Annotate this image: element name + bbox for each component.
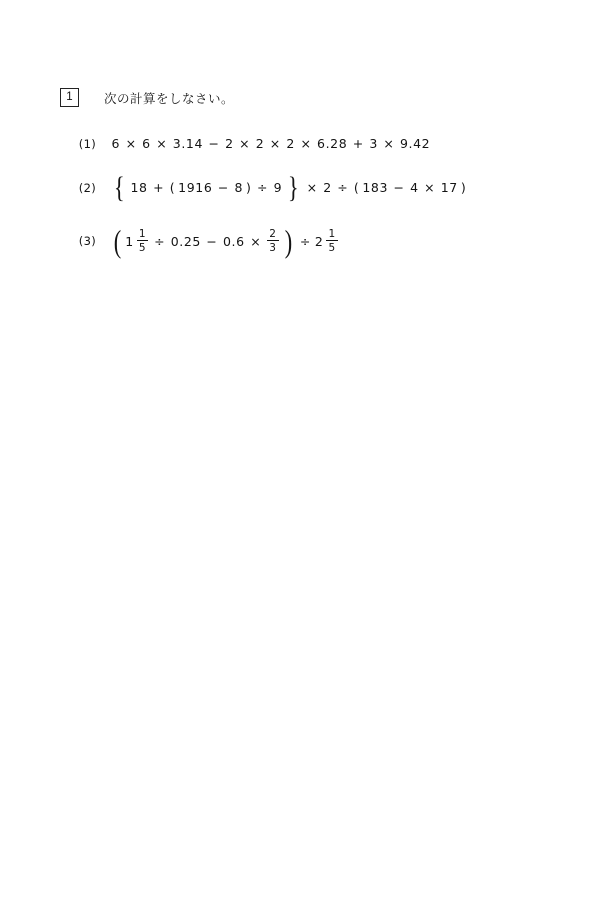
token: 1916 xyxy=(178,180,213,195)
operator: × xyxy=(250,233,262,249)
mixed-number xyxy=(315,228,340,254)
open-paren: ( xyxy=(169,180,176,195)
token: 2 xyxy=(255,136,265,151)
operator: − xyxy=(208,136,220,151)
operator: + xyxy=(352,136,364,151)
fraction xyxy=(326,228,337,254)
token: 9.42 xyxy=(399,136,431,151)
operator: ÷ xyxy=(257,180,269,195)
close-paren: ) xyxy=(460,180,467,195)
token: 8 xyxy=(234,180,244,195)
token: 6.28 xyxy=(317,136,348,151)
problem-number-box: 1 xyxy=(60,88,79,107)
operator: − xyxy=(393,180,405,195)
token: 18 xyxy=(130,180,148,195)
denominator: 5 xyxy=(328,241,336,254)
numerator: 2 xyxy=(269,227,277,240)
fraction xyxy=(267,228,278,254)
token: 0.6 xyxy=(223,233,245,249)
operator: × xyxy=(383,136,395,151)
operator: × xyxy=(306,180,318,195)
close-paren: ) xyxy=(246,180,252,195)
whole-part: 1 xyxy=(125,233,134,249)
fraction xyxy=(137,228,148,254)
operator: × xyxy=(424,180,436,195)
operator: × xyxy=(239,136,251,151)
token: 2 xyxy=(323,180,332,195)
operator: × xyxy=(125,136,137,151)
token: 2 xyxy=(286,136,295,151)
token: 6 xyxy=(142,136,151,151)
operator: − xyxy=(217,180,229,195)
mixed-number xyxy=(125,228,150,254)
token: 9 xyxy=(273,180,283,195)
token: 17 xyxy=(440,180,458,195)
whole-part: 2 xyxy=(314,233,324,249)
token: 6 xyxy=(111,136,121,151)
numerator: 1 xyxy=(138,227,147,240)
problem-item-1 xyxy=(70,136,432,151)
operator: ÷ xyxy=(299,233,311,249)
item-expression-3: ( 1 $\frac{1}{5}$ ÷ 0.25 − 0.6 × $\frac{2}{3}$ ) ÷ 2 $\frac{1}{5}$ xyxy=(110,228,340,254)
token: 183 xyxy=(362,180,389,195)
token: 2 xyxy=(225,136,234,151)
operator: ÷ xyxy=(337,180,349,195)
denominator: 5 xyxy=(138,241,147,254)
problem-heading xyxy=(60,88,234,107)
item-label-1: (1) xyxy=(78,136,96,151)
item-label-2: (2) xyxy=(78,180,96,195)
token: 4 xyxy=(410,180,419,195)
token: 3.14 xyxy=(172,136,204,151)
token: 0.25 xyxy=(170,233,201,249)
operator: × xyxy=(269,136,281,151)
item-label-3: (3) xyxy=(78,234,96,249)
item-expression-1 xyxy=(110,136,432,151)
token: 3 xyxy=(369,136,378,151)
open-paren: ( xyxy=(353,180,360,195)
operator: + xyxy=(153,180,165,195)
problem-item-2 xyxy=(70,170,468,204)
item-expression-2: { 18 + ( 1916 − 8 ) ÷ 9 } × 2 ÷ ( 183 − 4 × 17 ) xyxy=(113,170,467,204)
operator: × xyxy=(300,136,312,151)
operator: × xyxy=(156,136,168,151)
numerator: 1 xyxy=(328,227,336,240)
problem-item-3 xyxy=(70,223,340,260)
operator: ÷ xyxy=(154,233,166,249)
problem-instruction: 次の計算をしなさい。 xyxy=(104,90,235,106)
operator: − xyxy=(206,233,218,249)
denominator: 3 xyxy=(269,241,277,254)
